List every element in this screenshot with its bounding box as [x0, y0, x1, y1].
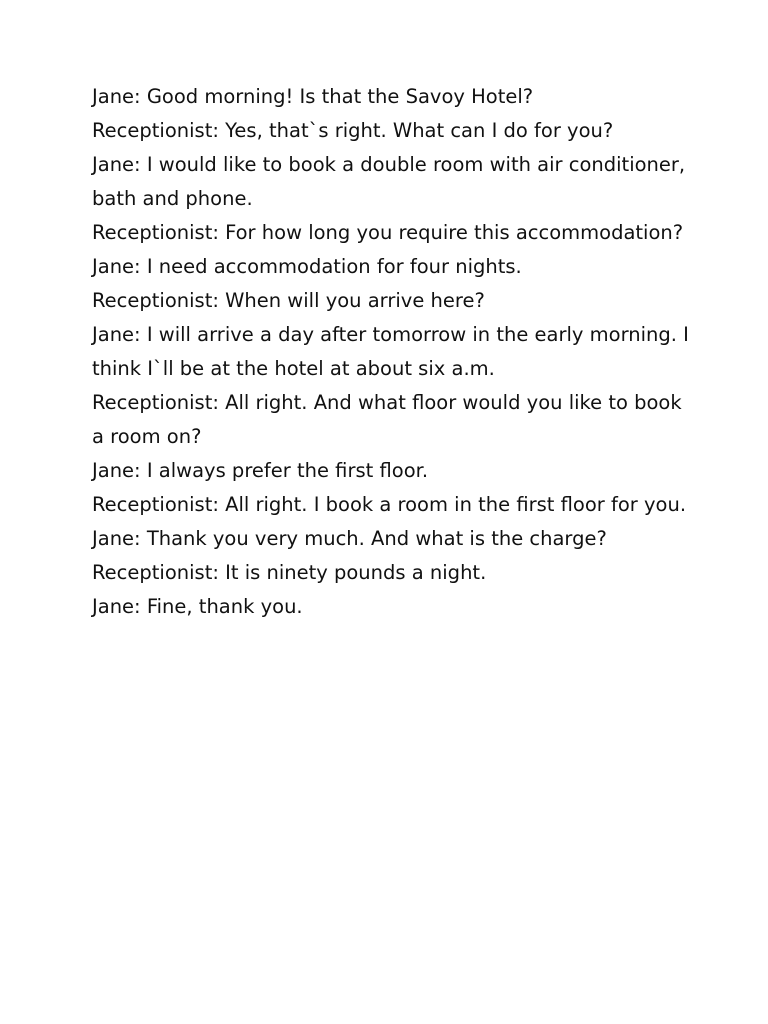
dialogue-line: Receptionist: All right. I book a room in the first floor for you.	[92, 493, 687, 516]
dialogue-line: Jane: Good morning! Is that the Savoy Hotel?	[92, 85, 534, 108]
dialogue-line: Receptionist: All right. And what floor would you like to book a room on?	[92, 391, 682, 448]
dialogue-line: Jane: I need accommodation for four nights.	[92, 255, 522, 278]
dialogue-line: Receptionist: For how long you require this accommodation?	[92, 221, 684, 244]
dialogue-line: Receptionist: Yes, that`s right. What can I do for you?	[92, 119, 614, 142]
dialogue-line: Jane: I will arrive a day after tomorrow in the early morning. I think I`ll be at the hotel at about six a.m.	[92, 323, 689, 380]
dialogue-line: Receptionist: When will you arrive here?	[92, 289, 485, 312]
dialogue-line: Jane: I always prefer the first floor.	[92, 459, 429, 482]
dialogue-text	[92, 80, 692, 624]
dialogue-line: Receptionist: It is ninety pounds a night.	[92, 561, 487, 584]
dialogue-line: Jane: Thank you very much. And what is the charge?	[92, 527, 607, 550]
dialogue-line: Jane: Fine, thank you.	[92, 595, 303, 618]
dialogue-line: Jane: I would like to book a double room with air conditioner, bath and phone.	[92, 153, 686, 210]
